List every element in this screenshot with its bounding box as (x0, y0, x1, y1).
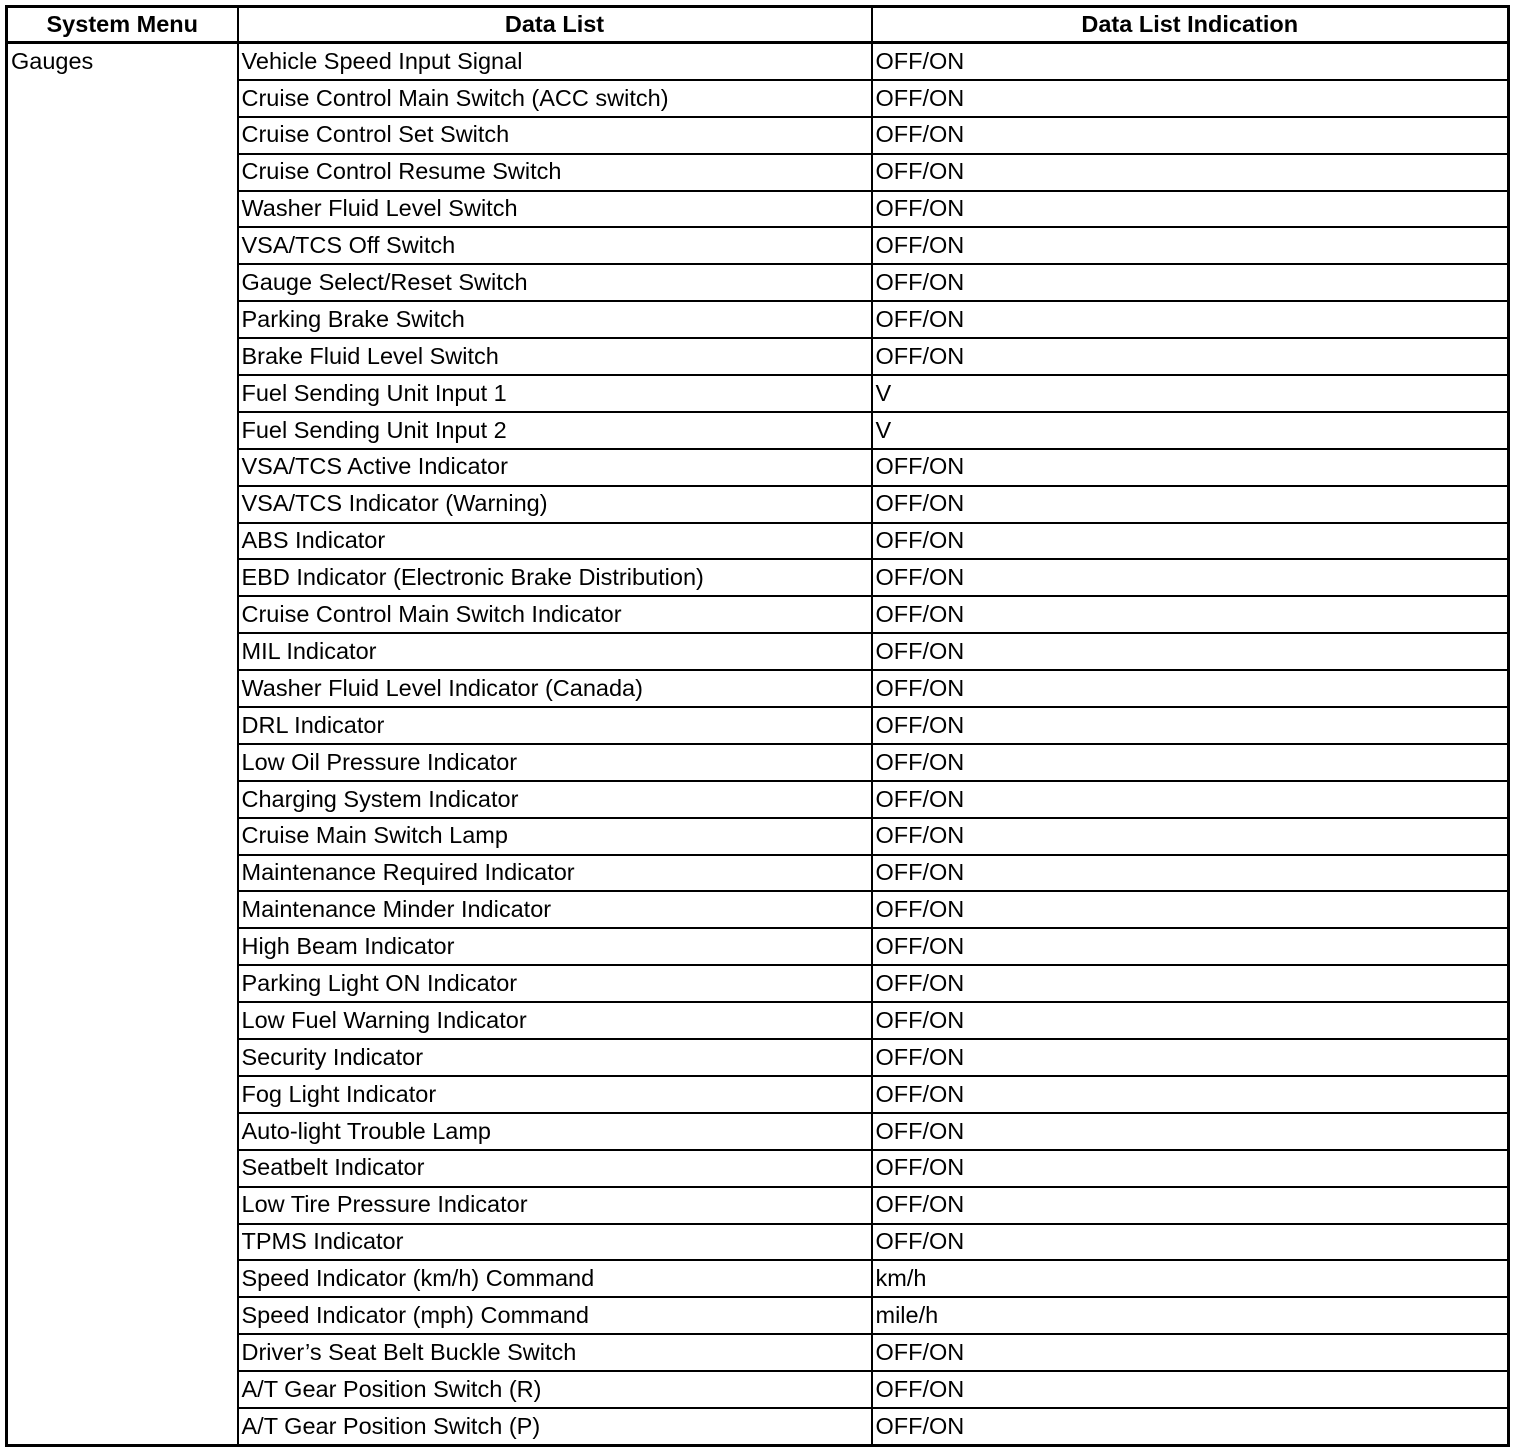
data-list-item: A/T Gear Position Switch (R) (238, 1371, 872, 1408)
data-list-item: Low Oil Pressure Indicator (238, 744, 872, 781)
header-system-menu: System Menu (7, 7, 238, 43)
data-list-item: Maintenance Minder Indicator (238, 891, 872, 928)
data-list-indication: OFF/ON (872, 486, 1509, 523)
data-list-indication: OFF/ON (872, 1150, 1509, 1187)
data-list-indication: OFF/ON (872, 1408, 1509, 1445)
data-list-item: Speed Indicator (km/h) Command (238, 1260, 872, 1297)
data-list-item: Washer Fluid Level Indicator (Canada) (238, 670, 872, 707)
data-list-indication: OFF/ON (872, 1224, 1509, 1261)
header-data-list: Data List (238, 7, 872, 43)
data-list-indication: OFF/ON (872, 707, 1509, 744)
data-list-indication: OFF/ON (872, 633, 1509, 670)
data-list-item: Charging System Indicator (238, 781, 872, 818)
data-list-indication: OFF/ON (872, 596, 1509, 633)
data-list-item: VSA/TCS Active Indicator (238, 449, 872, 486)
data-list-item: VSA/TCS Off Switch (238, 227, 872, 264)
data-list-item: EBD Indicator (Electronic Brake Distribution) (238, 559, 872, 596)
data-list-indication: OFF/ON (872, 1076, 1509, 1113)
data-list-indication: OFF/ON (872, 80, 1509, 117)
data-list-table (5, 5, 1510, 1447)
data-list-indication: OFF/ON (872, 855, 1509, 892)
data-list-item: Cruise Main Switch Lamp (238, 818, 872, 855)
system-menu-cell: Gauges (7, 43, 238, 1446)
header-data-list-indication: Data List Indication (872, 7, 1509, 43)
data-list-indication: OFF/ON (872, 1187, 1509, 1224)
table-body (7, 43, 1509, 1446)
data-list-indication: OFF/ON (872, 1334, 1509, 1371)
data-list-item: Parking Light ON Indicator (238, 965, 872, 1002)
data-list-indication: V (872, 412, 1509, 449)
data-list-indication: OFF/ON (872, 781, 1509, 818)
data-list-item: Cruise Control Resume Switch (238, 154, 872, 191)
data-list-indication: OFF/ON (872, 818, 1509, 855)
data-list-indication: OFF/ON (872, 191, 1509, 228)
data-list-item: Cruise Control Main Switch (ACC switch) (238, 80, 872, 117)
data-list-item: Washer Fluid Level Switch (238, 191, 872, 228)
data-list-indication: OFF/ON (872, 338, 1509, 375)
data-list-item: Fog Light Indicator (238, 1076, 872, 1113)
data-list-item: VSA/TCS Indicator (Warning) (238, 486, 872, 523)
data-list-item: DRL Indicator (238, 707, 872, 744)
data-list-indication: OFF/ON (872, 891, 1509, 928)
data-list-indication: OFF/ON (872, 227, 1509, 264)
data-list-indication: V (872, 375, 1509, 412)
data-list-item: Speed Indicator (mph) Command (238, 1297, 872, 1334)
data-list-item: MIL Indicator (238, 633, 872, 670)
data-list-indication: OFF/ON (872, 670, 1509, 707)
header-row (7, 7, 1509, 43)
data-list-indication: OFF/ON (872, 1039, 1509, 1076)
data-list-indication: OFF/ON (872, 965, 1509, 1002)
data-list-indication: OFF/ON (872, 928, 1509, 965)
data-list-item: Gauge Select/Reset Switch (238, 264, 872, 301)
data-list-indication: OFF/ON (872, 449, 1509, 486)
data-list-indication: mile/h (872, 1297, 1509, 1334)
data-list-item: Brake Fluid Level Switch (238, 338, 872, 375)
data-list-indication: OFF/ON (872, 43, 1509, 80)
data-list-indication: OFF/ON (872, 1002, 1509, 1039)
data-list-item: TPMS Indicator (238, 1224, 872, 1261)
data-list-item: Low Tire Pressure Indicator (238, 1187, 872, 1224)
data-list-indication: OFF/ON (872, 154, 1509, 191)
data-list-item: Auto-light Trouble Lamp (238, 1113, 872, 1150)
data-list-item: Fuel Sending Unit Input 1 (238, 375, 872, 412)
table-row (7, 43, 1509, 80)
data-list-item: Cruise Control Set Switch (238, 117, 872, 154)
data-list-item: Vehicle Speed Input Signal (238, 43, 872, 80)
data-list-indication: OFF/ON (872, 744, 1509, 781)
data-list-indication: OFF/ON (872, 264, 1509, 301)
data-list-item: Low Fuel Warning Indicator (238, 1002, 872, 1039)
data-list-indication: OFF/ON (872, 1113, 1509, 1150)
data-list-item: Driver’s Seat Belt Buckle Switch (238, 1334, 872, 1371)
data-list-indication: OFF/ON (872, 1371, 1509, 1408)
data-list-item: ABS Indicator (238, 523, 872, 560)
data-list-item: Seatbelt Indicator (238, 1150, 872, 1187)
data-list-indication: OFF/ON (872, 301, 1509, 338)
data-list-item: Security Indicator (238, 1039, 872, 1076)
data-list-indication: OFF/ON (872, 559, 1509, 596)
data-list-indication: OFF/ON (872, 117, 1509, 154)
data-list-item: Cruise Control Main Switch Indicator (238, 596, 872, 633)
data-list-indication: km/h (872, 1260, 1509, 1297)
data-list-item: Maintenance Required Indicator (238, 855, 872, 892)
data-list-item: A/T Gear Position Switch (P) (238, 1408, 872, 1445)
data-list-item: Parking Brake Switch (238, 301, 872, 338)
data-list-indication: OFF/ON (872, 523, 1509, 560)
data-list-item: High Beam Indicator (238, 928, 872, 965)
data-list-item: Fuel Sending Unit Input 2 (238, 412, 872, 449)
